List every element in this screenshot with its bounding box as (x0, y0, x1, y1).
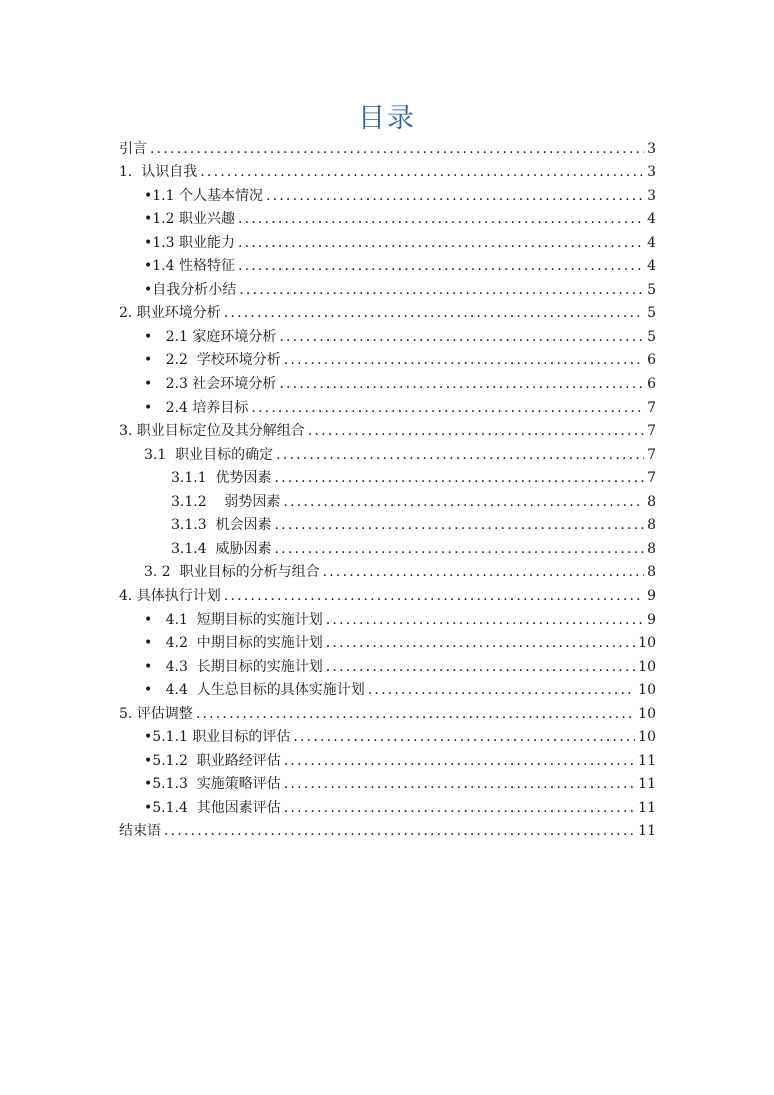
toc-entry[interactable] (144, 605, 656, 629)
toc-entry-page: 6 (647, 352, 656, 369)
toc-entry-label: •1.1 个人基本情况 (144, 187, 263, 204)
toc-entry[interactable] (144, 652, 656, 676)
toc-entry-page: 8 (647, 493, 656, 510)
toc-dot-leader (283, 493, 644, 511)
toc-entry-page: 9 (647, 611, 656, 628)
toc-entry[interactable] (144, 322, 656, 346)
toc-entry-label: •5.1.3 实施策略评估 (144, 776, 281, 793)
toc-entry-label: •1.4 性格特征 (144, 258, 235, 275)
toc-entry[interactable] (144, 228, 656, 252)
toc-entry-label: •1.3 职业能力 (144, 234, 235, 251)
toc-entry-page: 6 (647, 376, 656, 392)
toc-entry-label: 3.1.3 机会因素 (171, 517, 272, 534)
toc-entry-label: 3. 职业目标定位及其分解组合 (119, 423, 305, 440)
toc-dot-leader (284, 799, 635, 817)
toc-entry-page: 4 (647, 234, 656, 251)
toc-dot-leader (275, 516, 645, 534)
toc-entry[interactable] (171, 534, 656, 558)
toc-entry-page: 11 (638, 752, 656, 769)
toc-entry-label: •1.2 职业兴趣 (144, 211, 235, 228)
toc-entry-label: •5.1.2 职业路经评估 (144, 752, 281, 769)
toc-entry[interactable] (119, 699, 656, 723)
toc-entry[interactable] (144, 205, 656, 229)
toc-entry-label: • 4.2 中期目标的实施计划 (144, 635, 323, 652)
toc-entry-label: 3.1 职业目标的确定 (144, 446, 274, 463)
toc-entry[interactable] (144, 793, 656, 817)
toc-entry-label: • 2.1 家庭环境分析 (144, 328, 277, 345)
toc-entry[interactable] (171, 464, 656, 488)
toc-dot-leader (150, 140, 644, 158)
toc-dot-leader (266, 187, 644, 205)
toc-entry-page: 5 (647, 281, 656, 298)
toc-dot-leader (284, 775, 635, 793)
toc-entry[interactable] (119, 134, 656, 158)
toc-entry[interactable] (144, 346, 656, 370)
toc-dot-leader (326, 611, 644, 629)
toc-dot-leader (279, 328, 644, 346)
toc-entry[interactable] (144, 770, 656, 794)
toc-entry-page: 7 (647, 399, 656, 416)
toc-entry-label: • 2.2 学校环境分析 (144, 352, 281, 369)
toc-entry[interactable] (119, 581, 656, 605)
toc-entry-page: 9 (647, 587, 656, 604)
toc-dot-leader (279, 375, 644, 393)
toc-entry-page: 10 (638, 658, 656, 675)
toc-entry-page: 7 (647, 423, 656, 440)
toc-entry-page: 3 (647, 140, 656, 157)
toc-dot-leader (238, 234, 644, 252)
toc-dot-leader (308, 422, 644, 440)
toc-entry-label: • 4.3 长期目标的实施计划 (144, 658, 323, 675)
toc-entry[interactable] (119, 299, 656, 323)
toc-entry[interactable] (144, 440, 656, 464)
toc-entry-label: 3.1.4 威胁因素 (171, 540, 272, 557)
toc-dot-leader (251, 399, 644, 417)
toc-dot-leader (275, 540, 645, 558)
toc-entry[interactable] (144, 558, 656, 582)
toc-entry-page: 10 (638, 635, 656, 652)
toc-entry-page: 7 (647, 470, 656, 487)
toc-entry-page: 5 (647, 305, 656, 322)
toc-dot-leader (326, 658, 635, 676)
toc-entry-label: • 4.4 人生总目标的具体实施计划 (144, 682, 365, 699)
toc-entry-page: 10 (638, 729, 656, 746)
toc-dot-leader (224, 304, 644, 322)
toc-entry-label: • 4.1 短期目标的实施计划 (144, 611, 323, 628)
toc-entry-label: • 2.3 社会环境分析 (144, 376, 277, 392)
toc-entry-page: 11 (638, 776, 656, 793)
toc-entry-label: 2. 职业环境分析 (119, 305, 221, 322)
toc-dot-leader (323, 563, 644, 581)
toc-entry[interactable] (119, 817, 656, 841)
toc-entry[interactable] (144, 181, 656, 205)
toc-entry-label: 3. 2 职业目标的分析与组合 (144, 564, 320, 581)
toc-entry-label: 3.1.1 优势因素 (171, 470, 272, 487)
toc-dot-leader (200, 163, 644, 181)
toc-dot-leader (238, 257, 644, 275)
toc-entry[interactable] (144, 629, 656, 653)
toc-entry-label: •自我分析小结 (144, 281, 237, 298)
toc-entry-label: 5. 评估调整 (119, 705, 193, 722)
toc-dot-leader (368, 681, 635, 699)
toc-entry[interactable] (144, 370, 656, 394)
toc-entry-page: 3 (647, 164, 656, 181)
toc-entry-label: • 2.4 培养目标 (144, 399, 249, 416)
toc-dot-leader (293, 728, 635, 746)
toc-entry[interactable] (144, 393, 656, 417)
toc-entry[interactable] (119, 158, 656, 182)
toc-entry[interactable] (171, 511, 656, 535)
toc-dot-leader (284, 351, 644, 369)
toc-dot-leader (326, 634, 635, 652)
toc-entry-label: 引言 (119, 140, 147, 157)
toc-entry-page: 8 (647, 517, 656, 534)
toc-entry[interactable] (144, 252, 656, 276)
toc-entry-label: •5.1.4 其他因素评估 (144, 799, 281, 816)
toc-dot-leader (224, 587, 644, 605)
toc-dot-leader (238, 210, 644, 228)
toc-entry[interactable] (144, 275, 656, 299)
toc-entry-page: 4 (647, 211, 656, 228)
toc-dot-leader (276, 446, 644, 464)
toc-entry[interactable] (171, 487, 656, 511)
toc-entry-page: 8 (647, 564, 656, 581)
toc-entry-page: 5 (647, 328, 656, 345)
toc-entry[interactable] (144, 723, 656, 747)
toc-entry-label: 1. 认识自我 (119, 164, 198, 181)
toc-entry-label: 3.1.2 弱势因素 (171, 493, 281, 510)
toc-entry-page: 10 (638, 705, 656, 722)
toc-entry-page: 10 (638, 682, 656, 699)
toc-entry[interactable] (144, 676, 656, 700)
toc-entry[interactable] (119, 417, 656, 441)
toc-dot-leader (275, 469, 645, 487)
toc-entry-label: 结束语 (119, 823, 161, 840)
toc-entry-label: •5.1.1 职业目标的评估 (144, 729, 291, 746)
toc-dot-leader (196, 705, 635, 723)
toc-entry-page: 7 (647, 446, 656, 463)
toc-dot-leader (164, 822, 635, 840)
toc-entry-page: 3 (647, 187, 656, 204)
toc-entry-page: 8 (647, 540, 656, 557)
toc-entry[interactable] (144, 746, 656, 770)
toc-dot-leader (284, 752, 635, 770)
toc-entry-page: 11 (638, 823, 656, 840)
toc-entry-page: 11 (638, 799, 656, 816)
toc-entry-page: 4 (647, 258, 656, 275)
toc-dot-leader (239, 281, 644, 299)
page-title: 目录 (358, 103, 416, 134)
toc-entry-label: 4. 具体执行计划 (119, 587, 221, 604)
